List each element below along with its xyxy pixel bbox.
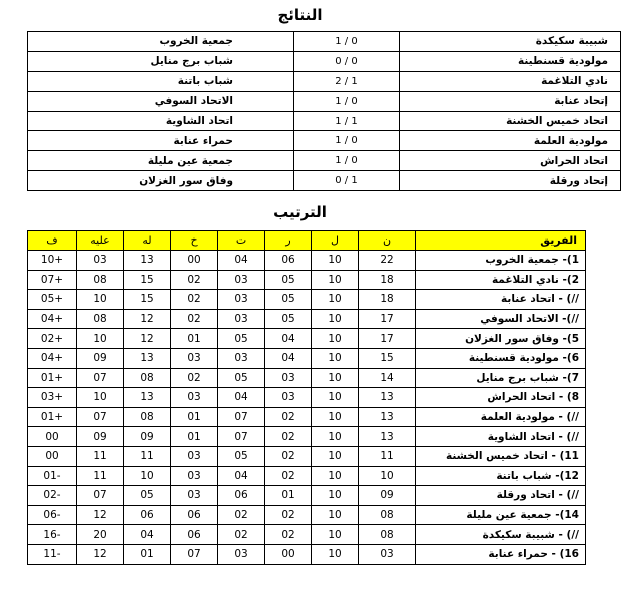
cell-team: //)- الاتحاد السوفي: [416, 309, 586, 329]
header-played: ل: [312, 231, 359, 251]
cell-points: 10: [359, 466, 416, 486]
cell-drawn: 02: [218, 525, 265, 545]
cell-played: 10: [312, 446, 359, 466]
cell-goals-for: 12: [124, 309, 171, 329]
standings-row: [28, 486, 586, 506]
cell-goals-for: 01: [124, 544, 171, 564]
home-team: نادي التلاغمة: [400, 71, 621, 91]
standings-row: [28, 466, 586, 486]
cell-played: 10: [312, 251, 359, 271]
cell-team: 8) - اتحاد الحراش: [416, 388, 586, 408]
cell-won: 03: [265, 388, 312, 408]
cell-played: 10: [312, 466, 359, 486]
match-score: 0 / 1: [294, 151, 400, 171]
cell-played: 10: [312, 525, 359, 545]
standings-row: [28, 407, 586, 427]
cell-drawn: 03: [218, 309, 265, 329]
cell-played: 10: [312, 290, 359, 310]
cell-team: 6)- مولودية قسنطينة: [416, 348, 586, 368]
header-lost: خ: [171, 231, 218, 251]
cell-team: //) - اتحاد ورقلة: [416, 486, 586, 506]
cell-team: //) - اتحاد عنابة: [416, 290, 586, 310]
cell-points: 08: [359, 525, 416, 545]
standings-header-row: [28, 231, 586, 251]
cell-goals-against: 08: [77, 270, 124, 290]
cell-won: 03: [265, 368, 312, 388]
cell-points: 08: [359, 505, 416, 525]
header-goals-for: له: [124, 231, 171, 251]
cell-played: 10: [312, 544, 359, 564]
cell-lost: 01: [171, 427, 218, 447]
cell-played: 10: [312, 329, 359, 349]
result-row: [28, 91, 621, 111]
cell-lost: 01: [171, 329, 218, 349]
standings-row: [28, 348, 586, 368]
cell-goals-against: 03: [77, 251, 124, 271]
cell-won: 04: [265, 348, 312, 368]
header-points: ن: [359, 231, 416, 251]
standings-row: [28, 505, 586, 525]
standings-heading: الترتيب: [273, 203, 327, 221]
cell-goal-difference: 00: [28, 427, 77, 447]
cell-points: 17: [359, 329, 416, 349]
cell-points: 15: [359, 348, 416, 368]
cell-goals-against: 10: [77, 290, 124, 310]
cell-goal-difference: -01: [28, 466, 77, 486]
cell-won: 02: [265, 466, 312, 486]
home-team: اتحاد الحراش: [400, 151, 621, 171]
standings-row: [28, 427, 586, 447]
cell-points: 22: [359, 251, 416, 271]
cell-points: 11: [359, 446, 416, 466]
cell-drawn: 05: [218, 368, 265, 388]
away-team: حمراء عنابة: [28, 131, 294, 151]
cell-goals-against: 11: [77, 466, 124, 486]
cell-goal-difference: +01: [28, 368, 77, 388]
cell-goal-difference: +01: [28, 407, 77, 427]
cell-played: 10: [312, 388, 359, 408]
cell-drawn: 04: [218, 466, 265, 486]
header-team: الفريق: [416, 231, 586, 251]
away-team: شباب باتنة: [28, 71, 294, 91]
away-team: جمعية الخروب: [28, 32, 294, 52]
cell-lost: 03: [171, 466, 218, 486]
cell-points: 17: [359, 309, 416, 329]
standings-row: [28, 388, 586, 408]
home-team: مولودية العلمة: [400, 131, 621, 151]
away-team: جمعية عين مليلة: [28, 151, 294, 171]
cell-lost: 02: [171, 290, 218, 310]
cell-drawn: 03: [218, 270, 265, 290]
cell-won: 05: [265, 309, 312, 329]
cell-team: 11) - اتحاد خميس الخشنة: [416, 446, 586, 466]
cell-goal-difference: -02: [28, 486, 77, 506]
cell-goal-difference: -11: [28, 544, 77, 564]
cell-goals-for: 11: [124, 446, 171, 466]
home-team: إتحاد ورقلة: [400, 171, 621, 191]
results-heading: النتائج: [277, 6, 323, 24]
cell-lost: 02: [171, 309, 218, 329]
cell-drawn: 07: [218, 407, 265, 427]
cell-won: 05: [265, 290, 312, 310]
away-team: شباب برج منايل: [28, 51, 294, 71]
cell-team: 2)- نادي التلاغمة: [416, 270, 586, 290]
cell-drawn: 05: [218, 329, 265, 349]
cell-points: 03: [359, 544, 416, 564]
cell-goal-difference: 00: [28, 446, 77, 466]
cell-goals-against: 12: [77, 544, 124, 564]
match-score: 0 / 1: [294, 131, 400, 151]
cell-goals-for: 13: [124, 388, 171, 408]
result-row: [28, 111, 621, 131]
cell-won: 00: [265, 544, 312, 564]
cell-drawn: 02: [218, 505, 265, 525]
cell-won: 02: [265, 505, 312, 525]
cell-goals-for: 15: [124, 270, 171, 290]
cell-points: 18: [359, 270, 416, 290]
cell-won: 02: [265, 525, 312, 545]
cell-goals-against: 07: [77, 486, 124, 506]
cell-won: 05: [265, 270, 312, 290]
cell-points: 13: [359, 388, 416, 408]
cell-played: 10: [312, 505, 359, 525]
standings-row: [28, 446, 586, 466]
cell-points: 09: [359, 486, 416, 506]
match-score: 0 / 1: [294, 32, 400, 52]
cell-lost: 06: [171, 505, 218, 525]
cell-goals-for: 15: [124, 290, 171, 310]
home-team: اتحاد خميس الخشنة: [400, 111, 621, 131]
away-team: اتحاد الشاوية: [28, 111, 294, 131]
cell-team: 1)- جمعية الخروب: [416, 251, 586, 271]
cell-goal-difference: +04: [28, 348, 77, 368]
result-row: [28, 32, 621, 52]
cell-goals-for: 13: [124, 251, 171, 271]
match-score: 1 / 1: [294, 111, 400, 131]
cell-goal-difference: +03: [28, 388, 77, 408]
match-score: 0 / 0: [294, 51, 400, 71]
cell-lost: 03: [171, 486, 218, 506]
header-goal-difference: ف: [28, 231, 77, 251]
cell-points: 13: [359, 407, 416, 427]
cell-goals-against: 10: [77, 388, 124, 408]
cell-drawn: 03: [218, 544, 265, 564]
cell-lost: 02: [171, 270, 218, 290]
result-row: [28, 171, 621, 191]
header-won: ر: [265, 231, 312, 251]
cell-team: 5)- وفاق سور الغزلان: [416, 329, 586, 349]
standings-row: [28, 329, 586, 349]
cell-goal-difference: -16: [28, 525, 77, 545]
cell-goal-difference: +10: [28, 251, 77, 271]
home-team: إتحاد عنابة: [400, 91, 621, 111]
cell-goal-difference: +07: [28, 270, 77, 290]
match-score: 1 / 2: [294, 71, 400, 91]
cell-played: 10: [312, 407, 359, 427]
cell-points: 18: [359, 290, 416, 310]
match-score: 1 / 0: [294, 171, 400, 191]
cell-goals-for: 13: [124, 348, 171, 368]
cell-team: 12)- شباب باتنة: [416, 466, 586, 486]
home-team: شبيبة سكيكدة: [400, 32, 621, 52]
standings-row: [28, 270, 586, 290]
result-row: [28, 71, 621, 91]
header-goals-against: عليه: [77, 231, 124, 251]
cell-drawn: 04: [218, 388, 265, 408]
cell-goals-against: 09: [77, 427, 124, 447]
cell-goals-against: 08: [77, 309, 124, 329]
cell-lost: 07: [171, 544, 218, 564]
cell-points: 13: [359, 427, 416, 447]
result-row: [28, 131, 621, 151]
cell-played: 10: [312, 348, 359, 368]
result-row: [28, 151, 621, 171]
cell-won: 04: [265, 329, 312, 349]
cell-won: 02: [265, 427, 312, 447]
cell-lost: 00: [171, 251, 218, 271]
cell-team: 14)- جمعية عين مليلة: [416, 505, 586, 525]
cell-goal-difference: -06: [28, 505, 77, 525]
cell-team: 7)- شباب برج منايل: [416, 368, 586, 388]
cell-lost: 02: [171, 368, 218, 388]
cell-lost: 06: [171, 525, 218, 545]
results-table: [27, 31, 621, 191]
cell-goals-against: 09: [77, 348, 124, 368]
cell-played: 10: [312, 270, 359, 290]
cell-goals-against: 07: [77, 368, 124, 388]
cell-goal-difference: +04: [28, 309, 77, 329]
standings-row: [28, 368, 586, 388]
cell-team: 16) - حمراء عنابة: [416, 544, 586, 564]
cell-team: //) - شبيبة سكيكدة: [416, 525, 586, 545]
cell-won: 06: [265, 251, 312, 271]
cell-goals-for: 04: [124, 525, 171, 545]
standings-row: [28, 290, 586, 310]
cell-goals-for: 08: [124, 407, 171, 427]
cell-goals-for: 05: [124, 486, 171, 506]
cell-won: 02: [265, 407, 312, 427]
cell-team: //) - مولودية العلمة: [416, 407, 586, 427]
away-team: وفاق سور الغزلان: [28, 171, 294, 191]
cell-goals-against: 11: [77, 446, 124, 466]
standings-row: [28, 309, 586, 329]
cell-goal-difference: +02: [28, 329, 77, 349]
cell-drawn: 03: [218, 290, 265, 310]
cell-lost: 01: [171, 407, 218, 427]
cell-goals-against: 12: [77, 505, 124, 525]
cell-played: 10: [312, 309, 359, 329]
cell-goals-for: 09: [124, 427, 171, 447]
cell-played: 10: [312, 368, 359, 388]
cell-goals-against: 20: [77, 525, 124, 545]
cell-drawn: 06: [218, 486, 265, 506]
result-row: [28, 51, 621, 71]
away-team: الاتحاد السوفي: [28, 91, 294, 111]
cell-goals-against: 07: [77, 407, 124, 427]
cell-goals-against: 10: [77, 329, 124, 349]
standings-row: [28, 251, 586, 271]
match-score: 0 / 1: [294, 91, 400, 111]
standings-table: [27, 230, 586, 565]
cell-drawn: 07: [218, 427, 265, 447]
cell-goals-for: 08: [124, 368, 171, 388]
cell-team: //) - اتحاد الشاوية: [416, 427, 586, 447]
cell-played: 10: [312, 486, 359, 506]
cell-goal-difference: +05: [28, 290, 77, 310]
header-drawn: ت: [218, 231, 265, 251]
cell-drawn: 04: [218, 251, 265, 271]
cell-played: 10: [312, 427, 359, 447]
cell-goals-for: 06: [124, 505, 171, 525]
home-team: مولودية قسنطينة: [400, 51, 621, 71]
cell-drawn: 05: [218, 446, 265, 466]
standings-row: [28, 544, 586, 564]
cell-goals-for: 10: [124, 466, 171, 486]
cell-points: 14: [359, 368, 416, 388]
standings-row: [28, 525, 586, 545]
cell-drawn: 03: [218, 348, 265, 368]
cell-goals-for: 12: [124, 329, 171, 349]
cell-won: 02: [265, 446, 312, 466]
cell-won: 01: [265, 486, 312, 506]
cell-lost: 03: [171, 348, 218, 368]
cell-lost: 03: [171, 388, 218, 408]
cell-lost: 03: [171, 446, 218, 466]
